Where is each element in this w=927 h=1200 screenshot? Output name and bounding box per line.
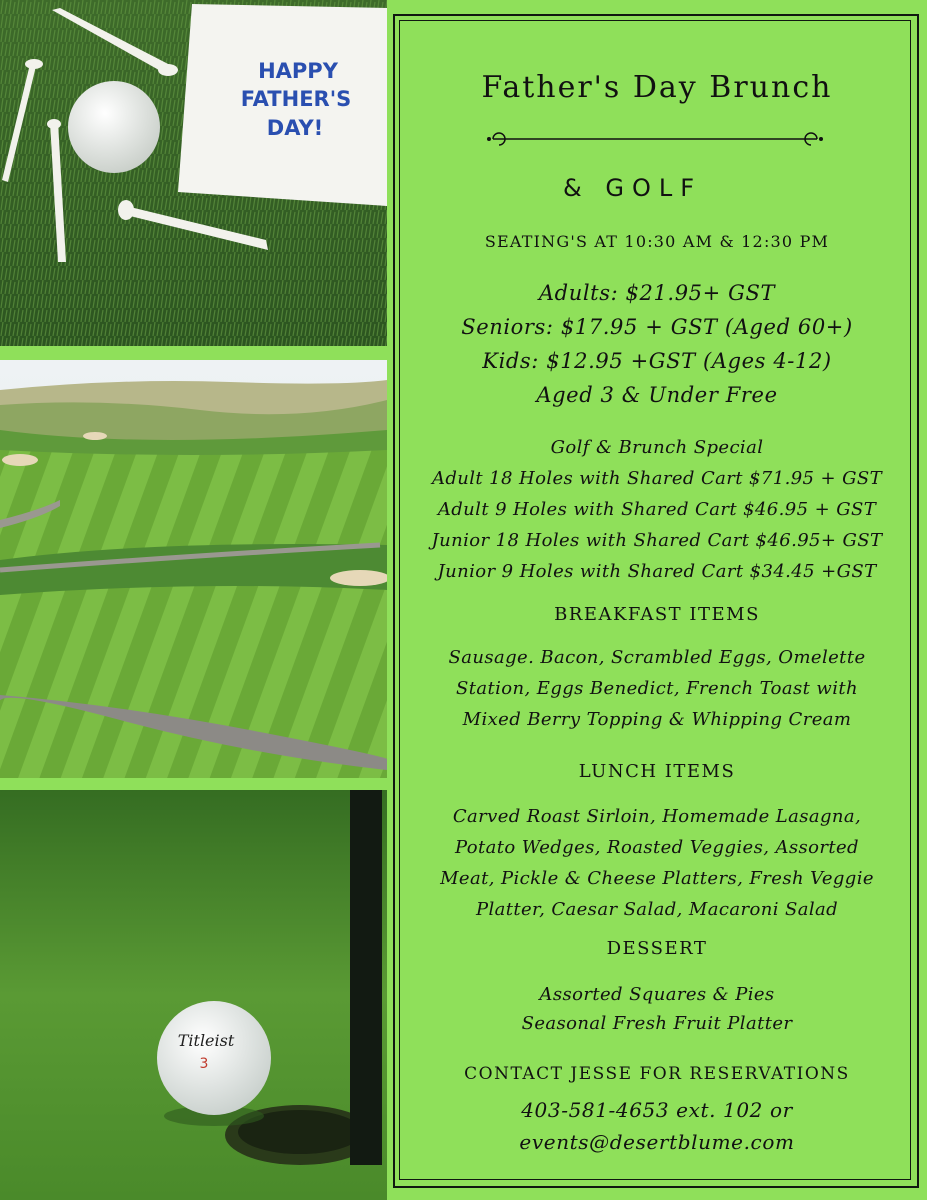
subtitle: & GOLF (563, 174, 703, 202)
golf-course-image (0, 360, 387, 778)
breakfast-heading: BREAKFAST ITEMS (554, 604, 760, 625)
golf-special-list (387, 432, 927, 587)
lunch-line: Potato Wedges, Roasted Veggies, Assorted (455, 837, 859, 858)
breakfast-items (387, 642, 927, 735)
svg-text:Titleist: Titleist (177, 1031, 235, 1050)
golf-special-heading: Golf & Brunch Special (550, 437, 764, 458)
contact-details (387, 1094, 927, 1158)
golf-ball (68, 81, 160, 173)
dessert-heading: DESSERT (606, 938, 708, 959)
photo-golf-course (0, 360, 387, 778)
fathers-day-card (178, 4, 387, 206)
svg-text:FATHER'S: FATHER'S (240, 87, 352, 111)
ball-near-hole-image (0, 790, 387, 1200)
photo-golf-tees-card (0, 0, 387, 346)
golf-tees-card-image (0, 0, 387, 346)
price-kids: Kids: $12.95 +GST (Ages 4-12) (482, 349, 832, 373)
lunch-line: Platter, Caesar Salad, Macaroni Salad (475, 899, 839, 920)
seating-times: SEATING'S AT 10:30 AM & 12:30 PM (484, 232, 830, 251)
flyer-panel (387, 0, 927, 1200)
contact-phone: 403-581-4653 ext. 102 or (521, 1098, 793, 1122)
dessert-items (387, 980, 927, 1038)
golf-special-item: Junior 18 Holes with Shared Cart $46.95+ GST (431, 530, 883, 551)
svg-text:DAY!: DAY! (266, 116, 324, 140)
contact-heading: CONTACT JESSE FOR RESERVATIONS (464, 1064, 850, 1084)
price-adults: Adults: $21.95+ GST (538, 281, 776, 305)
svg-text:HAPPY: HAPPY (258, 59, 338, 83)
golf-special-item: Adult 18 Holes with Shared Cart $71.95 + GST (431, 468, 883, 489)
lunch-heading: LUNCH ITEMS (578, 761, 736, 782)
breakfast-line: Station, Eggs Benedict, French Toast with (456, 678, 858, 699)
svg-text:3: 3 (199, 1056, 209, 1072)
breakfast-line: Mixed Berry Topping & Whipping Cream (462, 709, 852, 730)
golf-special-item: Junior 9 Holes with Shared Cart $34.45 +GST (437, 561, 877, 582)
flourish-divider-icon (477, 128, 833, 150)
golf-special-item: Adult 9 Holes with Shared Cart $46.95 + GST (437, 499, 877, 520)
price-list (387, 276, 927, 412)
dessert-line: Seasonal Fresh Fruit Platter (521, 1013, 793, 1034)
page-title: Father's Day Brunch (481, 70, 833, 105)
dessert-line: Assorted Squares & Pies (539, 984, 775, 1005)
breakfast-line: Sausage. Bacon, Scrambled Eggs, Omelette (448, 647, 866, 668)
photo-ball-near-hole (0, 790, 387, 1200)
lunch-items (387, 801, 927, 925)
titleist-ball (157, 1001, 271, 1115)
contact-email: events@desertblume.com (519, 1130, 795, 1154)
price-under-3: Aged 3 & Under Free (536, 383, 778, 407)
flagstick (350, 790, 382, 1165)
lunch-line: Meat, Pickle & Cheese Platters, Fresh Veggie (440, 868, 874, 889)
lunch-line: Carved Roast Sirloin, Homemade Lasagna, (452, 806, 862, 827)
price-seniors: Seniors: $17.95 + GST (Aged 60+) (461, 315, 853, 339)
